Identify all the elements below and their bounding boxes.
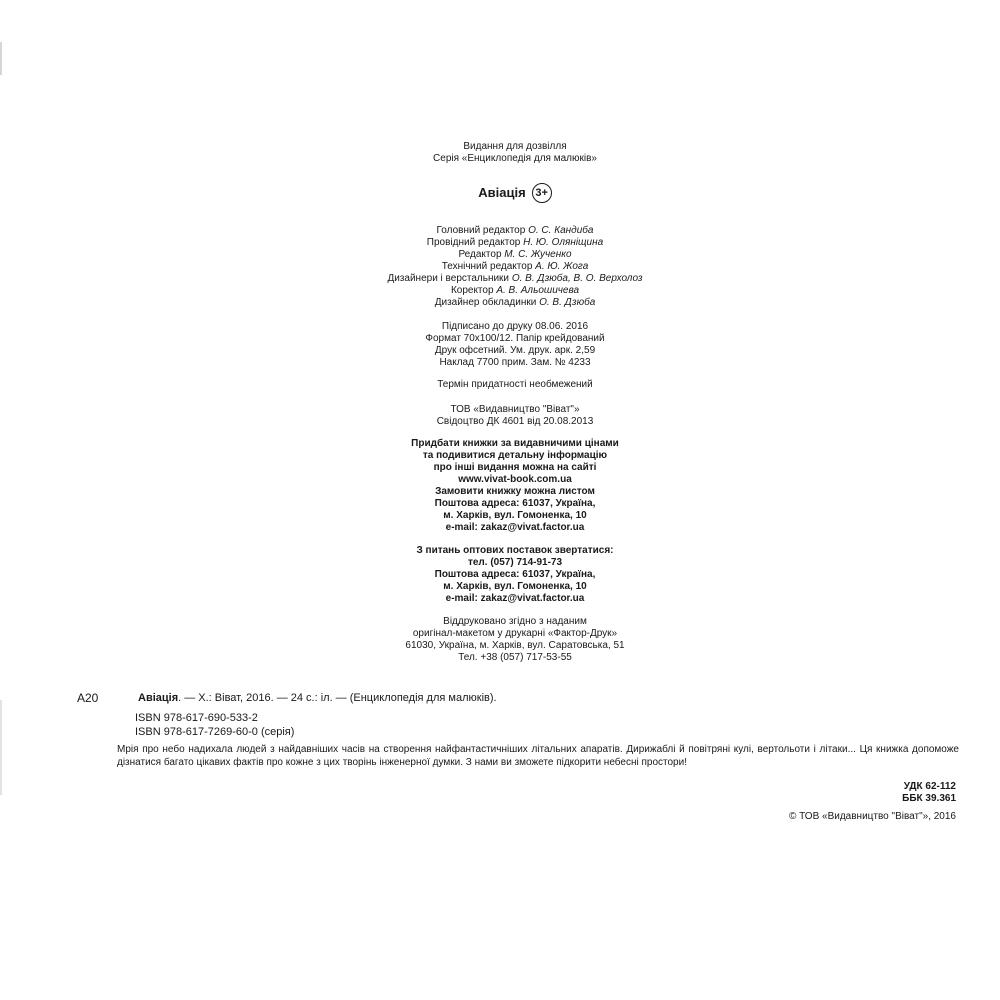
credit-role: Технічний редактор — [441, 261, 533, 272]
publisher-certificate: Свідоцтво ДК 4601 від 20.08.2013 — [436, 416, 594, 427]
edition-header — [300, 141, 730, 165]
book-title-row — [300, 183, 730, 203]
isbn-series-number: ISBN 978-617-7269-60-0 (серія) — [135, 726, 295, 738]
bibliographic-title-rest: . — Х.: Віват, 2016. — 24 с.: іл. — (Енциклопедія для малюків). — [178, 692, 497, 704]
purchase-line: про інші видання можна на сайті — [433, 462, 597, 473]
postal-address: м. Харків, вул. Гомоненка, 10 — [443, 581, 587, 592]
wholesale-info — [300, 545, 730, 605]
credit-name: О. В. Дзюба, В. О. Верхолоз — [511, 273, 643, 284]
print-detail-line: Друк офсетний. Ум. друк. арк. 2,59 — [434, 345, 596, 356]
purchase-info — [300, 438, 730, 534]
postal-address: Поштова адреса: 61037, Україна, — [434, 498, 596, 509]
credit-role: Дизайнери і верстальники — [387, 273, 510, 284]
bbk-code: ББК 39.361 — [902, 793, 956, 804]
phone-number: Тел. +38 (057) 717-53-55 — [458, 652, 572, 663]
website-link[interactable]: www.vivat-book.com.ua — [458, 474, 572, 485]
bibliographic-title — [138, 691, 497, 705]
edition-type: Видання для дозвілля — [463, 141, 567, 152]
printing-house-info — [300, 616, 730, 664]
credit-role: Редактор — [458, 249, 502, 260]
credit-line — [300, 285, 730, 297]
credit-line — [300, 297, 730, 309]
credit-role: Дизайнер обкладинки — [434, 297, 537, 308]
editorial-credits — [300, 225, 730, 309]
purchase-line: Придбати книжки за видавничими цінами — [411, 438, 619, 449]
credit-role: Провідний редактор — [426, 237, 521, 248]
printing-line: Віддруковано згідно з наданим — [443, 616, 587, 627]
page-edge-mark — [0, 700, 2, 795]
credit-name: М. С. Жученко — [504, 249, 572, 260]
copyright-notice: © ТОВ «Видавництво "Віват"», 2016 — [789, 811, 956, 822]
publisher-name: ТОВ «Видавництво "Віват"» — [450, 404, 580, 415]
age-rating-badge: 3+ — [532, 183, 552, 203]
phone-number: тел. (057) 714-91-73 — [467, 557, 563, 568]
shelf-life-text: Термін придатності необмежений — [437, 379, 593, 390]
email-link[interactable]: e-mail: zakaz@vivat.factor.ua — [445, 593, 585, 604]
credit-name: А. Ю. Жога — [535, 261, 589, 272]
credit-line — [300, 237, 730, 249]
credit-line — [300, 273, 730, 285]
purchase-line: та подивитися детальну інформацію — [422, 450, 608, 461]
credit-name: О. С. Кандиба — [528, 225, 594, 236]
series-name: Серія «Енциклопедія для малюків» — [433, 153, 597, 164]
bibliographic-title-bold: Авіація — [138, 692, 179, 704]
printing-line: 61030, Україна, м. Харків, вул. Саратовська, 51 — [405, 640, 625, 651]
credit-name: А. В. Альошичева — [496, 285, 580, 296]
udk-code: УДК 62-112 — [903, 781, 956, 792]
purchase-line: Замовити книжку можна листом — [435, 486, 595, 497]
postal-address: Поштова адреса: 61037, Україна, — [434, 569, 596, 580]
credit-role: Головний редактор — [436, 225, 526, 236]
isbn-number: ISBN 978-617-690-533-2 — [135, 712, 258, 724]
print-detail-line: Наклад 7700 прим. Зам. № 4233 — [439, 357, 591, 368]
wholesale-line: З питань оптових поставок звертатися: — [416, 545, 614, 556]
credit-line — [300, 225, 730, 237]
book-abstract: Мрія про небо надихала людей з найдавніших часів на створення найфантастичніших літальних апаратів. Дирижаблі й повітряні кулі, вертольоти і літаки... Ця книжка допоможе дізнатися багато цікавих фактів про кожне з цих творінь інженерної думки. З нами ви зможете підкорити небесні простори! — [117, 744, 959, 768]
print-detail-line: Формат 70х100/12. Папір крейдований — [425, 333, 605, 344]
postal-address: м. Харків, вул. Гомоненка, 10 — [443, 510, 587, 521]
publisher-info — [300, 404, 730, 428]
page-edge-mark — [0, 42, 2, 75]
classification-codes — [850, 781, 956, 805]
print-details — [300, 321, 730, 369]
credit-line — [300, 261, 730, 273]
book-title: Авіація — [478, 185, 526, 200]
printing-line: оригінал-макетом у друкарні «Фактор-Друк» — [412, 628, 618, 639]
credit-line — [300, 249, 730, 261]
credit-name: О. В. Дзюба — [539, 297, 596, 308]
print-detail-line: Підписано до друку 08.06. 2016 — [441, 321, 589, 332]
shelf-life — [300, 379, 730, 391]
email-link[interactable]: e-mail: zakaz@vivat.factor.ua — [445, 522, 585, 533]
author-code: А20 — [77, 691, 99, 705]
credit-name: Н. Ю. Оляніщина — [523, 237, 604, 248]
credit-role: Коректор — [450, 285, 494, 296]
